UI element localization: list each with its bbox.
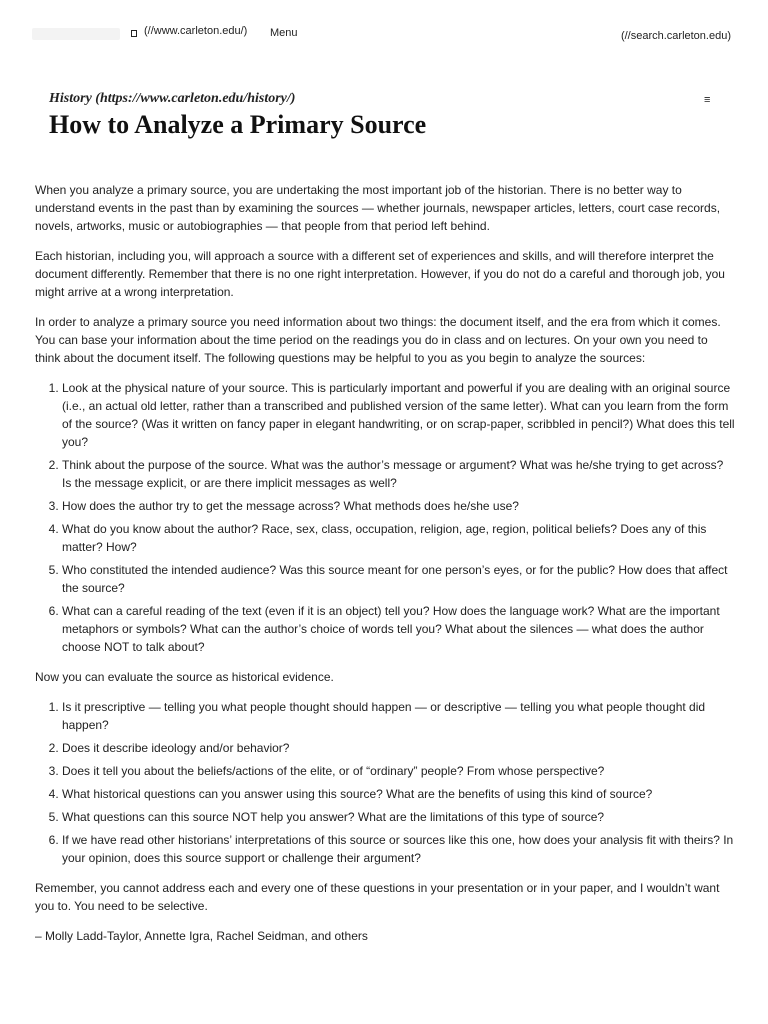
interpretation-paragraph: Each historian, including you, will approach a source with a different set of experiences and skills, and will therefore interpret the document differently. Remember that there is no one right interpretation. However, if you do not do a careful and thorough job, you might arrive at a wrong interpretation. (35, 249, 725, 299)
menu-button[interactable]: Menu (270, 27, 298, 39)
author-credit: – Molly Ladd-Taylor, Annette Igra, Rachel Seidman, and others (35, 929, 368, 943)
section-history-link[interactable]: History (https://www.carleton.edu/history/) (49, 91, 296, 106)
list-item: 1. Is it prescriptive — telling you what people thought should happen — or descriptive — telling you what people thought did happen? (62, 698, 735, 734)
search-link[interactable]: (//search.carleton.edu) (620, 30, 731, 42)
list-item: 4. What historical questions can you answer using this source? What are the benefits of using this kind of source? (62, 785, 735, 803)
list-item: 1. Look at the physical nature of your source. This is particularly important and powerful if you are dealing with an original source (i.e., an actual old letter, rather than a transcribed and published version of the same letter). What can you learn from the form of the source? (Was it written on fancy paper in elegant handwriting, or on scrap-paper, scribbled in pencil?) What does this tell you? (62, 379, 735, 451)
list-item: 2. Does it describe ideology and/or behavior? (62, 739, 735, 757)
top-bar (0, 0, 768, 60)
page-title: How to Analyze a Primary Source (49, 110, 427, 139)
list-item: 3. How does the author try to get the message across? What methods does he/she use? (62, 497, 735, 515)
hamburger-icon[interactable]: ≡ (704, 94, 711, 106)
questions-intro-paragraph: In order to analyze a primary source you need information about two things: the document itself, and the era from which it comes. You can base your information about the time period on the readings you do in class and on lectures. On your own you need to think about the document itself. The following questions may be helpful to you as you begin to analyze the sources: (35, 315, 721, 365)
transition-paragraph: Now you can evaluate the source as historical evidence. (35, 670, 334, 684)
intro-paragraph: When you analyze a primary source, you are undertaking the most important job of the historian. There is no better way to understand events in the past than by examining the sources — whether journals, newspaper articles, letters, court case records, novels, artworks, music or autobiographies — that people from that period left behind. (35, 183, 721, 233)
carleton-logo[interactable] (32, 28, 120, 40)
article-body (35, 181, 735, 957)
list-item: 5. What questions can this source NOT help you answer? What are the limitations of this type of source? (62, 808, 735, 826)
list-item: 6. What can a careful reading of the text (even if it is an object) tell you? How does the language work? What are the important metaphors or symbols? What can the author’s choice of words tell you? What about the silences — what does the author choose NOT to talk about? (62, 602, 735, 656)
list-item: 5. Who constituted the intended audience? Was this source meant for one person’s eyes, or for the public? How does that affect the source? (62, 561, 735, 597)
evidence-questions-list (35, 698, 735, 867)
list-item: 6. If we have read other historians’ interpretations of this source or sources like this one, how does your analysis fit with theirs? In your opinion, does this source support or challenge their argument? (62, 831, 735, 867)
list-item: 4. What do you know about the author? Race, sex, class, occupation, religion, age, region, political beliefs? Does any of this matter? How? (62, 520, 735, 556)
list-item: 2. Think about the purpose of the source. What was the author’s message or argument? What was he/she trying to get across? Is the message explicit, or are there implicit messages as well? (62, 456, 735, 492)
home-link[interactable]: (//www.carleton.edu/) (144, 25, 248, 37)
list-item: 3. Does it tell you about the beliefs/actions of the elite, or of “ordinary” people? From whose perspective? (62, 762, 735, 780)
document-questions-list (35, 379, 735, 656)
home-box-icon (131, 30, 137, 37)
closing-paragraph: Remember, you cannot address each and every one of these questions in your presentation or in your paper, and I wouldn’t want you to. You need to be selective. (35, 881, 720, 913)
